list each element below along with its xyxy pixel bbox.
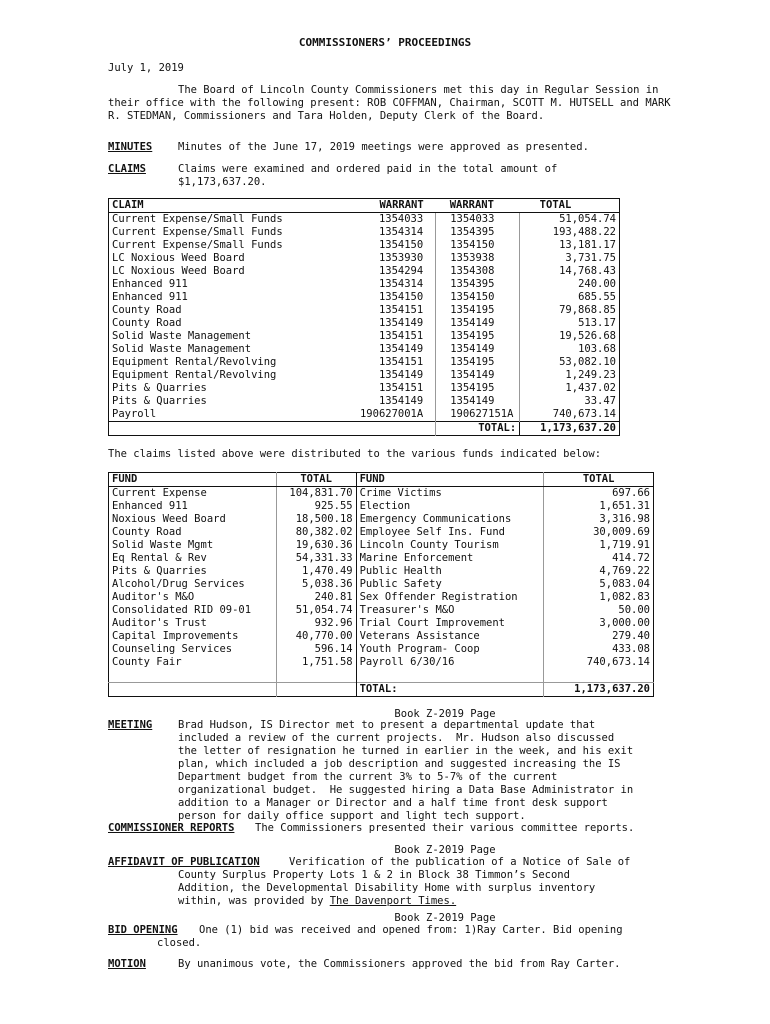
fund-total-right: 4,769.22: [544, 565, 654, 578]
claims-row: [109, 369, 620, 382]
claim-name: Solid Waste Management: [112, 343, 252, 355]
meeting-line: the letter of resignation he turned in earlier in the week, and his exit: [178, 745, 634, 757]
commissioner-reports-label: COMMISSIONER REPORTS: [108, 822, 235, 834]
fund-name-left: County Road: [112, 526, 182, 538]
fund-name-right: Veterans Assistance: [356, 630, 544, 643]
claim-total: 33.47: [520, 395, 620, 408]
claims-total-value: 1,173,637.20: [520, 422, 620, 436]
claims-row: [109, 408, 620, 422]
fund-name-right: Public Safety: [356, 578, 544, 591]
claims-row: [109, 252, 620, 265]
book-page-ref-2: Book Z-2019 Page: [394, 844, 496, 856]
page-title: COMMISSIONERS’ PROCEEDINGS: [298, 36, 472, 49]
fund-name-left: Auditor's Trust: [112, 617, 207, 629]
claim-name: Current Expense/Small Funds: [112, 226, 283, 238]
affidavit-last-prefix: within, was provided by: [178, 895, 330, 907]
funds-header-total-right: TOTAL: [544, 473, 654, 487]
affidavit-line1: Verification of the publication of a Notice of Sale of: [289, 856, 631, 868]
claims-row: [109, 330, 620, 343]
motion-text: By unanimous vote, the Commissioners approved the bid from Ray Carter.: [178, 958, 621, 970]
fund-name-right: Election: [356, 500, 544, 513]
claims-text-line2: $1,173,637.20.: [178, 176, 267, 188]
claim-total: 193,488.22: [520, 226, 620, 239]
claim-name: Current Expense/Small Funds: [112, 213, 283, 225]
claims-row: [109, 278, 620, 291]
claim-total: 53,082.10: [520, 356, 620, 369]
minutes-label: MINUTES: [108, 141, 153, 153]
fund-total-right: 697.66: [544, 487, 654, 501]
claims-row: [109, 304, 620, 317]
claim-name: Pits & Quarries: [112, 382, 207, 394]
warrant-to: 1354149: [436, 317, 520, 330]
warrant-from: 1353930: [378, 252, 424, 264]
fund-name-right: Youth Program- Coop: [356, 643, 544, 656]
funds-header-fund-left: FUND: [109, 473, 277, 487]
fund-total-right: 414.72: [544, 552, 654, 565]
fund-total-left: 1,751.58: [276, 656, 356, 669]
meeting-line: Department budget from the current 3% to 5-7% of the current: [178, 771, 558, 783]
warrant-to: 1354033: [436, 213, 520, 227]
claim-name: Payroll: [112, 408, 157, 420]
fund-name-right: Payroll 6/30/16: [356, 656, 544, 669]
fund-name-left: Consolidated RID 09-01: [112, 604, 252, 616]
book-page-ref-1: Book Z-2019 Page: [394, 708, 496, 720]
claim-name: Current Expense/Small Funds: [112, 239, 283, 251]
fund-name-right: Lincoln County Tourism: [356, 539, 544, 552]
funds-header-fund-right: FUND: [356, 473, 544, 487]
funds-total-label: TOTAL:: [356, 683, 544, 697]
funds-header-total-left: TOTAL: [276, 473, 356, 487]
newspaper-name: The Davenport Times.: [329, 895, 457, 907]
claim-total: 240.00: [520, 278, 620, 291]
fund-total-right: 1,651.31: [544, 500, 654, 513]
claim-name: Equipment Rental/Revolving: [112, 356, 277, 368]
claim-name: County Road: [112, 304, 182, 316]
warrant-from: 1354294: [378, 265, 424, 277]
claims-label: CLAIMS: [108, 163, 146, 175]
warrant-from: 1354033: [378, 213, 424, 225]
funds-row: [109, 578, 654, 591]
meeting-line: Brad Hudson, IS Director met to present a departmental update that: [178, 719, 596, 731]
fund-name-right: Crime Victims: [356, 487, 544, 501]
claim-total: 1,437.02: [520, 382, 620, 395]
fund-name-left: Solid Waste Mgmt: [112, 539, 214, 551]
affidavit-line4: [178, 895, 456, 908]
claims-text-line1: Claims were examined and ordered paid in the total amount of: [178, 163, 558, 175]
affidavit-label: AFFIDAVIT OF PUBLICATION: [108, 856, 260, 868]
book-page-ref-3: Book Z-2019 Page: [394, 912, 496, 924]
warrant-to: 1354149: [436, 343, 520, 356]
claims-header-warrant-from: WARRANT: [348, 199, 436, 213]
claim-total: 740,673.14: [520, 408, 620, 422]
funds-row: [109, 526, 654, 539]
warrant-from: 1354149: [378, 343, 424, 355]
claim-name: Enhanced 911: [112, 291, 188, 303]
fund-name-left: Alcohol/Drug Services: [112, 578, 245, 590]
fund-total-left: 596.14: [276, 643, 356, 656]
claims-row: [109, 291, 620, 304]
claims-header-row: [109, 199, 620, 213]
claim-total: 3,731.75: [520, 252, 620, 265]
claims-total-row: [109, 422, 620, 436]
funds-row: [109, 591, 654, 604]
funds-blank-row: [109, 669, 654, 683]
claim-total: 1,249.23: [520, 369, 620, 382]
fund-name-right: Employee Self Ins. Fund: [356, 526, 544, 539]
distribution-text: The claims listed above were distributed to the various funds indicated below:: [108, 448, 602, 460]
claims-row: [109, 265, 620, 278]
fund-name-right: Emergency Communications: [356, 513, 544, 526]
meeting-label: MEETING: [108, 719, 153, 731]
fund-name-left: County Fair: [112, 656, 182, 668]
warrant-from: 1354151: [378, 304, 424, 316]
warrant-from: 1354149: [378, 369, 424, 381]
fund-total-right: 433.08: [544, 643, 654, 656]
meeting-date: July 1, 2019: [108, 62, 184, 74]
warrant-to: 1354395: [436, 278, 520, 291]
warrant-to: 1353938: [436, 252, 520, 265]
fund-total-left: 19,630.36: [276, 539, 356, 552]
fund-total-right: 5,083.04: [544, 578, 654, 591]
fund-name-left: Eq Rental & Rev: [112, 552, 207, 564]
meeting-line: person for daily office support and light tech support.: [178, 810, 526, 822]
warrant-to: 1354195: [436, 304, 520, 317]
funds-row: [109, 513, 654, 526]
claim-name: LC Noxious Weed Board: [112, 265, 245, 277]
claim-name: Enhanced 911: [112, 278, 188, 290]
funds-row: [109, 500, 654, 513]
fund-total-left: 240.81: [276, 591, 356, 604]
funds-header-row: [109, 473, 654, 487]
fund-name-left: Current Expense: [112, 487, 207, 499]
fund-total-left: 54,331.33: [276, 552, 356, 565]
claim-total: 51,054.74: [520, 213, 620, 227]
warrant-from: 1354151: [378, 356, 424, 368]
meeting-line: plan, which included a job description and suggested increasing the IS: [178, 758, 621, 770]
funds-row: [109, 565, 654, 578]
warrant-from: 190627001A: [359, 408, 424, 420]
warrant-to: 1354195: [436, 330, 520, 343]
fund-total-left: 18,500.18: [276, 513, 356, 526]
claim-name: Pits & Quarries: [112, 395, 207, 407]
fund-total-left: 1,470.49: [276, 565, 356, 578]
fund-name-right: Sex Offender Registration: [356, 591, 544, 604]
fund-total-left: 80,382.02: [276, 526, 356, 539]
claims-total-label: TOTAL:: [436, 422, 520, 436]
warrant-from: 1354151: [378, 330, 424, 342]
warrant-to: 1354308: [436, 265, 520, 278]
fund-name-left: Capital Improvements: [112, 630, 239, 642]
bid-opening-label: BID OPENING: [108, 924, 178, 936]
claims-row: [109, 239, 620, 252]
warrant-from: 1354149: [378, 395, 424, 407]
warrant-from: 1354149: [378, 317, 424, 329]
claims-row: [109, 343, 620, 356]
fund-total-left: 925.55: [276, 500, 356, 513]
fund-name-right: Trial Court Improvement: [356, 617, 544, 630]
warrant-to: 1354149: [436, 395, 520, 408]
claims-header-warrant-to: WARRANT: [436, 199, 520, 213]
bid-opening-line1: One (1) bid was received and opened from: 1)Ray Carter. Bid opening: [199, 924, 623, 936]
claims-row: [109, 382, 620, 395]
warrant-from: 1354314: [378, 278, 424, 290]
claim-name: Solid Waste Management: [112, 330, 252, 342]
fund-name-left: Enhanced 911: [112, 500, 188, 512]
funds-row: [109, 630, 654, 643]
bid-opening-line2: closed.: [157, 937, 202, 949]
fund-total-left: 5,038.36: [276, 578, 356, 591]
claims-table: [108, 198, 620, 436]
claim-name: County Road: [112, 317, 182, 329]
fund-total-left: 104,831.70: [276, 487, 356, 501]
funds-total-value: 1,173,637.20: [544, 683, 654, 697]
motion-label: MOTION: [108, 958, 146, 970]
funds-row: [109, 656, 654, 669]
funds-row: [109, 617, 654, 630]
fund-name-right: Marine Enforcement: [356, 552, 544, 565]
fund-name-left: Pits & Quarries: [112, 565, 207, 577]
fund-total-left: 40,770.00: [276, 630, 356, 643]
funds-row: [109, 539, 654, 552]
fund-total-left: 51,054.74: [276, 604, 356, 617]
fund-total-right: 279.40: [544, 630, 654, 643]
fund-total-right: 30,009.69: [544, 526, 654, 539]
claim-total: 685.55: [520, 291, 620, 304]
fund-total-right: 740,673.14: [544, 656, 654, 669]
meeting-line: organizational budget. He suggested hiring a Data Base Administrator in: [178, 784, 634, 796]
claims-header-total: TOTAL: [520, 199, 620, 213]
intro-paragraph: [108, 84, 688, 123]
affidavit-line2: County Surplus Property Lots 1 & 2 in Block 38 Timmon’s Second: [178, 869, 570, 881]
warrant-from: 1354314: [378, 226, 424, 238]
claims-header-claim: CLAIM: [109, 199, 348, 213]
claim-name: LC Noxious Weed Board: [112, 252, 245, 264]
warrant-to: 1354150: [436, 291, 520, 304]
funds-row: [109, 643, 654, 656]
fund-total-right: 1,719.91: [544, 539, 654, 552]
warrant-from: 1354150: [378, 291, 424, 303]
fund-total-right: 3,316.98: [544, 513, 654, 526]
fund-total-right: 3,000.00: [544, 617, 654, 630]
affidavit-line3: Addition, the Developmental Disability Home with surplus inventory: [178, 882, 596, 894]
funds-row: [109, 604, 654, 617]
minutes-text: Minutes of the June 17, 2019 meetings were approved as presented.: [178, 141, 589, 153]
fund-total-right: 50.00: [544, 604, 654, 617]
fund-total-right: 1,082.83: [544, 591, 654, 604]
claim-total: 103.68: [520, 343, 620, 356]
claim-total: 19,526.68: [520, 330, 620, 343]
warrant-to: 1354149: [436, 369, 520, 382]
warrant-to: 1354150: [436, 239, 520, 252]
meeting-text: [178, 719, 698, 823]
claims-row: [109, 213, 620, 227]
warrant-to: 190627151A: [436, 408, 520, 422]
warrant-to: 1354395: [436, 226, 520, 239]
fund-name-left: Noxious Weed Board: [112, 513, 226, 525]
fund-total-left: 932.96: [276, 617, 356, 630]
claim-total: 14,768.43: [520, 265, 620, 278]
warrant-from: 1354150: [378, 239, 424, 251]
claims-row: [109, 395, 620, 408]
claim-total: 513.17: [520, 317, 620, 330]
funds-total-row: [109, 683, 654, 697]
funds-table: [108, 472, 654, 697]
funds-row: [109, 552, 654, 565]
fund-name-left: Auditor's M&O: [112, 591, 195, 603]
claims-row: [109, 356, 620, 369]
funds-row: [109, 487, 654, 501]
claims-row: [109, 226, 620, 239]
warrant-to: 1354195: [436, 356, 520, 369]
meeting-line: included a review of the current projects. Mr. Hudson also discussed: [178, 732, 615, 744]
commissioner-reports-text: The Commissioners presented their various committee reports.: [255, 822, 635, 834]
fund-name-left: Counseling Services: [112, 643, 233, 655]
claim-total: 13,181.17: [520, 239, 620, 252]
warrant-to: 1354195: [436, 382, 520, 395]
claim-name: Equipment Rental/Revolving: [112, 369, 277, 381]
intro-text: The Board of Lincoln County Commissioners met this day in Regular Session in their office with the following present: ROB COFFMAN, Chairman, SCOTT M. HUTSELL and MARK R. STEDMAN, Commissioners and Tara Holden, Deputy Clerk of the Board.: [108, 84, 671, 122]
fund-name-right: Public Health: [356, 565, 544, 578]
claims-row: [109, 317, 620, 330]
claim-total: 79,868.85: [520, 304, 620, 317]
warrant-from: 1354151: [378, 382, 424, 394]
meeting-line: addition to a Manager or Director and a half time front desk support: [178, 797, 608, 809]
fund-name-right: Treasurer's M&O: [356, 604, 544, 617]
